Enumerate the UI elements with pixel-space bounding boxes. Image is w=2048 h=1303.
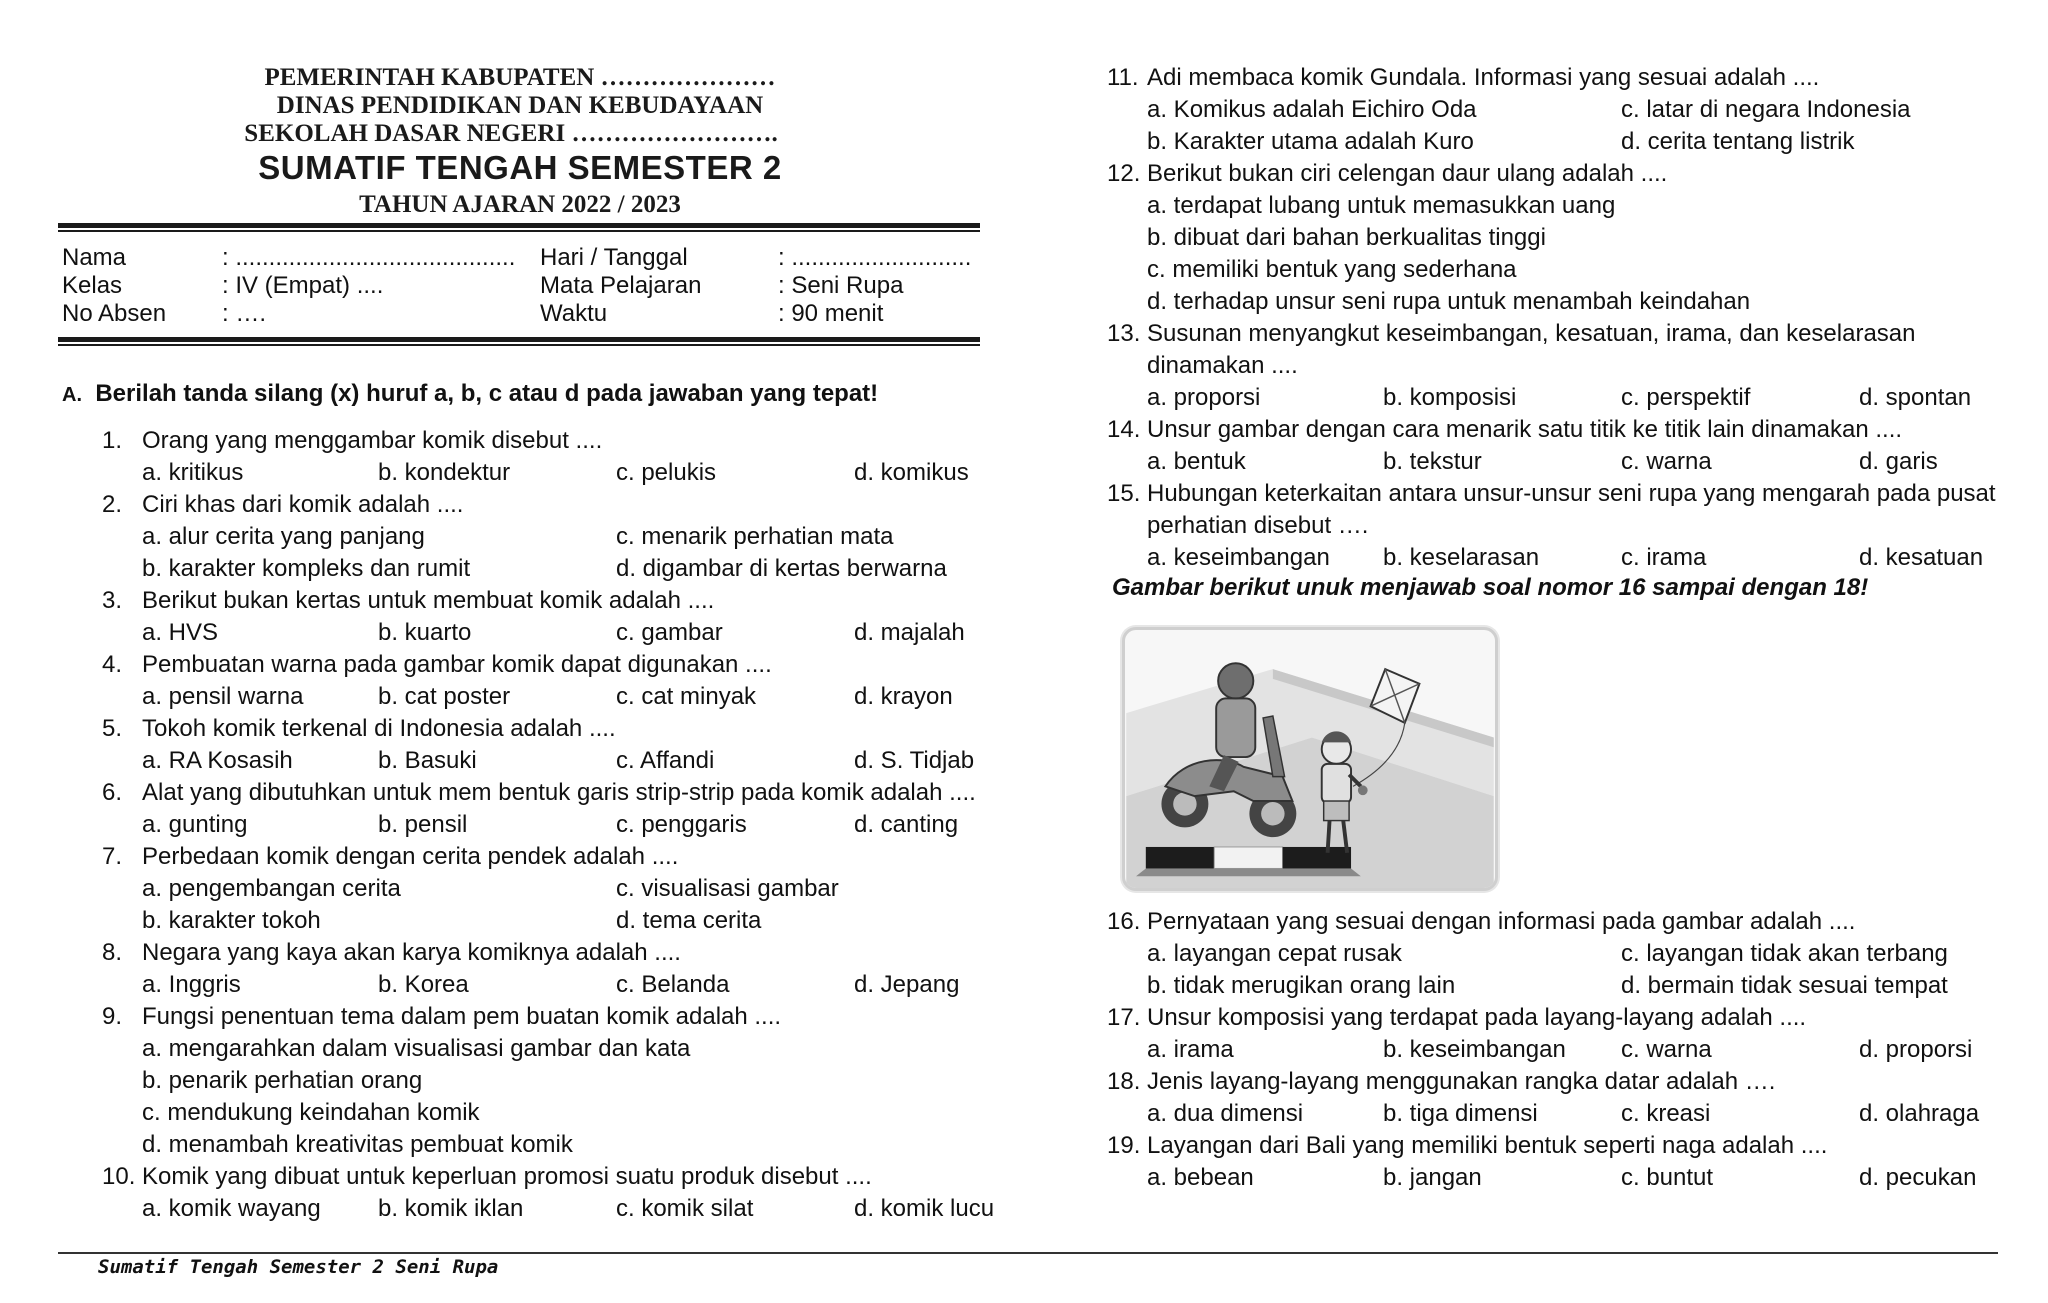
option-d[interactable]: d. terhadap unsur seni rupa untuk menambah keindahan bbox=[1147, 288, 1751, 315]
question-13: 13. Susunan menyangkut keseimbangan, kesatuan, irama, dan keselarasan bbox=[1107, 320, 1916, 347]
question-9: 9. Fungsi penentuan tema dalam pem buatan komik adalah .... bbox=[102, 1003, 782, 1030]
option-a[interactable]: a. pensil warna bbox=[142, 683, 304, 710]
option-a[interactable]: a. RA Kosasih bbox=[142, 747, 293, 774]
exam-year: TAHUN AJARAN 2022 / 2023 bbox=[359, 191, 681, 218]
option-c[interactable]: c. irama bbox=[1621, 544, 1707, 571]
student-identity bbox=[62, 244, 982, 328]
picture-instruction: Gambar berikut unuk menjawab soal nomor 16 sampai dengan 18! bbox=[1112, 574, 1869, 601]
option-c[interactable]: c. warna bbox=[1621, 448, 1712, 475]
question-18: 18. Jenis layang-layang menggunakan rangka datar adalah …. bbox=[1107, 1068, 1776, 1095]
footer-text: Sumatif Tengah Semester 2 Seni Rupa bbox=[98, 1256, 499, 1278]
option-a[interactable]: a. bebean bbox=[1147, 1164, 1254, 1191]
question-1: 1. Orang yang menggambar komik disebut .... bbox=[102, 427, 603, 454]
option-b[interactable]: b. tiga dimensi bbox=[1383, 1100, 1538, 1127]
option-d[interactable]: d. tema cerita bbox=[616, 907, 762, 934]
option-d[interactable]: d. canting bbox=[854, 811, 959, 838]
option-a[interactable]: a. keseimbangan bbox=[1147, 544, 1330, 571]
option-b[interactable]: b. keselarasan bbox=[1383, 544, 1540, 571]
nama-label: Nama bbox=[62, 244, 127, 271]
option-a[interactable]: a. irama bbox=[1147, 1036, 1234, 1063]
option-d[interactable]: d. komikus bbox=[854, 459, 969, 486]
option-b[interactable]: b. komik iklan bbox=[378, 1195, 524, 1222]
option-c[interactable]: c. Belanda bbox=[616, 971, 730, 998]
kelas-label: Kelas bbox=[62, 272, 123, 299]
option-a[interactable]: a. bentuk bbox=[1147, 448, 1246, 475]
option-d[interactable]: d. krayon bbox=[854, 683, 953, 710]
option-a[interactable]: a. gunting bbox=[142, 811, 248, 838]
nama-field[interactable]: : .......................................... bbox=[222, 244, 516, 271]
option-d[interactable]: d. majalah bbox=[854, 619, 965, 646]
option-c[interactable]: c. cat minyak bbox=[616, 683, 757, 710]
option-a[interactable]: a. Komikus adalah Eichiro Oda bbox=[1147, 96, 1477, 123]
option-a[interactable]: a. komik wayang bbox=[142, 1195, 321, 1222]
waktu-value: : 90 menit bbox=[778, 300, 884, 327]
illustration-drawing bbox=[1125, 630, 1495, 888]
question-4: 4. Pembuatan warna pada gambar komik dapat digunakan .... bbox=[102, 651, 772, 678]
option-b[interactable]: b. pensil bbox=[378, 811, 468, 838]
questions-right-bottom bbox=[1107, 906, 2027, 1194]
questions-right-top: 11. Adi membaca komik Gundala. Informasi yang sesuai adalah .... a. Komikus adalah Eichiro Oda c. latar di negara Indonesia b. Karakter utama adalah Kuro d. cerita tentang listrik 12. Berikut bukan ciri celengan daur ulang adalah .... a. terdapat lubang untuk memasukkan uang b. dibuat dari bahan berkualitas tinggi c. memiliki bentuk yang sederhana d. terhadap unsur seni rupa untuk menambah keindahan 13. Susunan menyangkut keseimbangan, kesatuan, irama, dan keselarasan dinamakan .... a. proporsi b. komposisi c. perspektif d. spontan 14. Unsur gambar dengan cara menarik satu titik ke titik lain dinamakan .... a. bentuk b. tekstur c. warna d. garis 15. Hubungan keterkaitan antara unsur-unsur seni rupa yang mengarah pada pusat perhatian disebut …. a. keseimbangan b. keselarasan c. irama d. kesatuan bbox=[1107, 62, 2027, 574]
option-c[interactable]: c. perspektif bbox=[1621, 384, 1751, 411]
option-a[interactable]: a. HVS bbox=[142, 619, 219, 646]
mapel-label: Mata Pelajaran bbox=[540, 272, 702, 299]
option-d[interactable]: d. menambah kreativitas pembuat komik bbox=[142, 1131, 573, 1158]
question-14: 14. Unsur gambar dengan cara menarik satu titik ke titik lain dinamakan .... bbox=[1107, 416, 1903, 443]
exam-header bbox=[60, 64, 980, 222]
question-3: 3. Berikut bukan kertas untuk membuat komik adalah .... bbox=[102, 587, 715, 614]
option-c[interactable]: c. penggaris bbox=[616, 811, 747, 838]
option-b[interactable]: b. cat poster bbox=[378, 683, 511, 710]
option-d[interactable]: d. komik lucu bbox=[854, 1195, 995, 1222]
question-16: 16. Pernyataan yang sesuai dengan informasi pada gambar adalah .... bbox=[1107, 908, 1856, 935]
option-c[interactable]: c. mendukung keindahan komik bbox=[142, 1099, 480, 1126]
option-c[interactable]: c. visualisasi gambar bbox=[616, 875, 839, 902]
option-b[interactable]: b. tekstur bbox=[1383, 448, 1482, 475]
option-d[interactable]: d. S. Tidjab bbox=[854, 747, 975, 774]
option-d[interactable]: d. Jepang bbox=[854, 971, 960, 998]
question-10: 10. Komik yang dibuat untuk keperluan promosi suatu produk disebut .... bbox=[102, 1163, 872, 1190]
option-d[interactable]: d. digambar di kertas berwarna bbox=[616, 555, 947, 582]
header-government: PEMERINTAH KABUPATEN ………………… bbox=[264, 64, 776, 91]
question-19: 19. Layangan dari Bali yang memiliki bentuk seperti naga adalah .... bbox=[1107, 1132, 1828, 1159]
option-c[interactable]: c. layangan tidak akan terbang bbox=[1621, 940, 1948, 967]
option-b[interactable]: b. tidak merugikan orang lain bbox=[1147, 972, 1456, 999]
option-a[interactable]: a. dua dimensi bbox=[1147, 1100, 1304, 1127]
absen-field[interactable]: : …. bbox=[222, 300, 267, 327]
question-7: 7. Perbedaan komik dengan cerita pendek adalah .... bbox=[102, 843, 679, 870]
hari-field[interactable]: : ........................... bbox=[778, 244, 972, 271]
option-b[interactable]: b. kuarto bbox=[378, 619, 472, 646]
option-d[interactable]: d. garis bbox=[1859, 448, 1938, 475]
header-rule-bottom bbox=[58, 337, 980, 346]
option-b[interactable]: b. penarik perhatian orang bbox=[142, 1067, 423, 1094]
option-c[interactable]: c. warna bbox=[1621, 1036, 1712, 1063]
question-11: 11. Adi membaca komik Gundala. Informasi yang sesuai adalah .... bbox=[1107, 64, 1820, 91]
question-1-options bbox=[102, 457, 1002, 489]
question-8: 8. Negara yang kaya akan karya komiknya adalah .... bbox=[102, 939, 681, 966]
option-b[interactable]: b. kondektur bbox=[378, 459, 511, 486]
option-a[interactable]: a. mengarahkan dalam visualisasi gambar dan kata bbox=[142, 1035, 691, 1062]
option-b[interactable]: b. Karakter utama adalah Kuro bbox=[1147, 128, 1474, 155]
question-15: 15. Hubungan keterkaitan antara unsur-unsur seni rupa yang mengarah pada pusat bbox=[1107, 480, 1996, 507]
option-c[interactable]: c. pelukis bbox=[616, 459, 717, 486]
option-c[interactable]: c. latar di negara Indonesia bbox=[1621, 96, 1911, 123]
option-c[interactable]: c. buntut bbox=[1621, 1164, 1714, 1191]
kite-motorbike-illustration bbox=[1122, 627, 1498, 891]
option-c[interactable]: c. menarik perhatian mata bbox=[616, 523, 894, 550]
option-b[interactable]: b. karakter kompleks dan rumit bbox=[142, 555, 471, 582]
option-d[interactable]: d. olahraga bbox=[1859, 1100, 1980, 1127]
question-2: 2. Ciri khas dari komik adalah .... bbox=[102, 491, 464, 518]
option-b[interactable]: b. Korea bbox=[378, 971, 469, 998]
hari-label: Hari / Tanggal bbox=[540, 244, 688, 271]
exam-title: SUMATIF TENGAH SEMESTER 2 bbox=[258, 149, 782, 186]
option-c[interactable]: c. kreasi bbox=[1621, 1100, 1711, 1127]
option-a[interactable]: a. alur cerita yang panjang bbox=[142, 523, 425, 550]
option-a[interactable]: a. layangan cepat rusak bbox=[1147, 940, 1402, 967]
option-a[interactable]: a. pengembangan cerita bbox=[142, 875, 401, 902]
header-rule-top bbox=[58, 223, 980, 232]
option-b[interactable]: b. karakter tokoh bbox=[142, 907, 321, 934]
option-b[interactable]: b. dibuat dari bahan berkualitas tinggi bbox=[1147, 224, 1546, 251]
absen-label: No Absen bbox=[62, 300, 167, 327]
option-a[interactable]: a. Inggris bbox=[142, 971, 241, 998]
option-b[interactable]: b. Basuki bbox=[378, 747, 477, 774]
option-b[interactable]: b. komposisi bbox=[1383, 384, 1517, 411]
option-b[interactable]: b. jangan bbox=[1383, 1164, 1482, 1191]
option-c[interactable]: c. gambar bbox=[616, 619, 723, 646]
question-6: 6. Alat yang dibutuhkan untuk mem bentuk garis strip-strip pada komik adalah .... bbox=[102, 779, 976, 806]
questions-left bbox=[102, 425, 1002, 1225]
question-17: 17. Unsur komposisi yang terdapat pada layang-layang adalah .... bbox=[1107, 1004, 1807, 1031]
footer-rule bbox=[58, 1252, 1998, 1254]
option-a[interactable]: a. proporsi bbox=[1147, 384, 1261, 411]
option-d[interactable]: d. cerita tentang listrik bbox=[1621, 128, 1855, 155]
mapel-value: : Seni Rupa bbox=[778, 272, 904, 299]
option-c[interactable]: c. memiliki bentuk yang sederhana bbox=[1147, 256, 1517, 283]
question-12: 12. Berikut bukan ciri celengan daur ulang adalah .... bbox=[1107, 160, 1668, 187]
option-d[interactable]: d. spontan bbox=[1859, 384, 1972, 411]
question-5: 5. Tokoh komik terkenal di Indonesia adalah .... bbox=[102, 715, 616, 742]
waktu-label: Waktu bbox=[540, 300, 608, 327]
header-department: DINAS PENDIDIKAN DAN KEBUDAYAAN bbox=[276, 92, 764, 119]
option-c[interactable]: c. komik silat bbox=[616, 1195, 754, 1222]
option-a[interactable]: a. terdapat lubang untuk memasukkan uang bbox=[1147, 192, 1616, 219]
option-d[interactable]: d. proporsi bbox=[1859, 1036, 1973, 1063]
option-d[interactable]: d. bermain tidak sesuai tempat bbox=[1621, 972, 1948, 999]
header-school: SEKOLAH DASAR NEGERI ……………………. bbox=[244, 120, 778, 147]
option-c[interactable]: c. Affandi bbox=[616, 747, 715, 774]
option-b[interactable]: b. keseimbangan bbox=[1383, 1036, 1566, 1063]
option-d[interactable]: d. pecukan bbox=[1859, 1164, 1977, 1191]
option-d[interactable]: d. kesatuan bbox=[1859, 544, 1984, 571]
option-a[interactable]: a. kritikus bbox=[142, 459, 244, 486]
kelas-value: : IV (Empat) .... bbox=[222, 272, 384, 299]
section-a-heading: A. Berilah tanda silang (x) huruf a, b, c atau d pada jawaban yang tepat! bbox=[62, 380, 879, 407]
